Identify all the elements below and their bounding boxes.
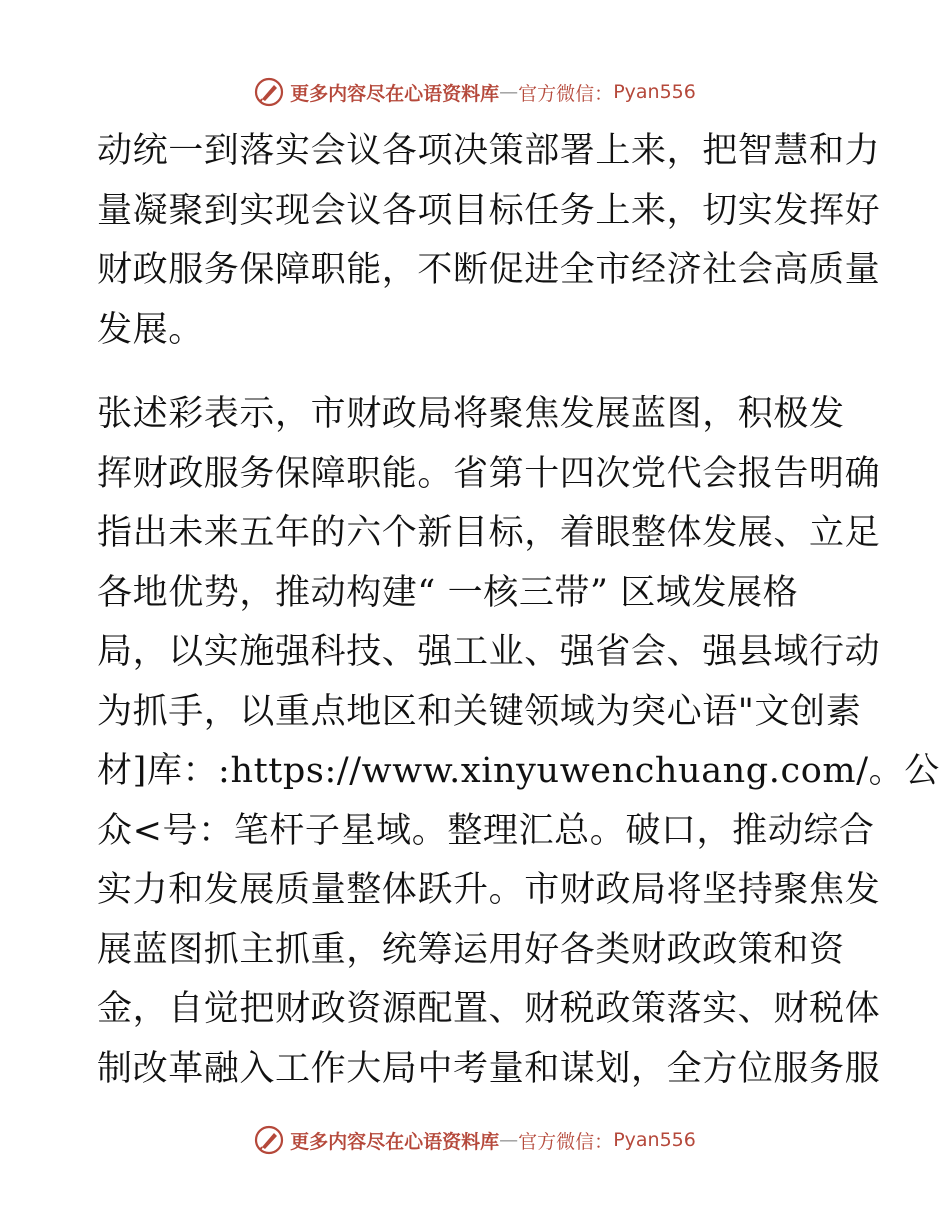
banner-separator: — [499,81,519,103]
document-body [97,122,940,1099]
text-line: 量凝聚到实现会议各项目标任务上来，切实发挥好 [97,190,881,231]
text-line: 发展。 [97,309,204,350]
text-line: 众<号：笔杆子星域。整理汇总。破口，推动综合 [97,810,875,851]
text-line: 展蓝图抓主抓重，统筹运用好各类财政政策和资 [97,929,845,970]
text-line: 制改革融入工作大局中考量和谋划，全方位服务服 [97,1048,881,1089]
banner-wechat-label: 官方微信： [518,82,614,105]
text-line: 挥财政服务保障职能。省第十四次党代会报告明确 [97,453,881,494]
text-line: 实力和发展质量整体跃升。市财政局将坚持聚焦发 [97,870,881,910]
feather-pen-seal-icon [254,77,284,107]
paragraph-gap [97,360,857,385]
text-line: 张述彩表示，市财政局将聚焦发展蓝图，积极发 [97,394,845,434]
banner-wechat-id: Pyan556 [613,1129,696,1151]
text-line: 局，以实施强科技、强工业、强省会、强县域行动 [97,632,881,672]
banner-library-text: 更多内容尽在心语资料库 [290,1130,500,1153]
text-line: 金，自觉把财政资源配置、财税政策落实、财税体 [97,989,881,1029]
feather-pen-seal-icon [254,1125,284,1155]
banner-wechat-label: 官方微信： [518,1130,614,1153]
text-line: 为抓手，以重点地区和关键领域为突心语"文创素 [97,691,862,732]
banner-wechat-id: Pyan556 [613,81,696,103]
footer-banner [0,1120,950,1160]
text-line: 动统一到落实会议各项决策部署上来，把智慧和力 [97,131,881,171]
paragraph-1 [97,122,881,360]
text-line: 各地优势，推动构建“ 一核三带” 区域发展格 [97,572,799,613]
banner-separator: — [499,1129,519,1151]
paragraph-2 [97,385,940,1099]
header-banner [0,72,950,112]
banner-library-text: 更多内容尽在心语资料库 [290,82,500,105]
text-line: 指出未来五年的六个新目标，着眼整体发展、立足 [97,513,881,553]
text-line: 财政服务保障职能，不断促进全市经济社会高质量 [97,250,881,290]
text-line: 材]库：:https://www.xinyuwenchuang.com/。公 [97,751,940,791]
